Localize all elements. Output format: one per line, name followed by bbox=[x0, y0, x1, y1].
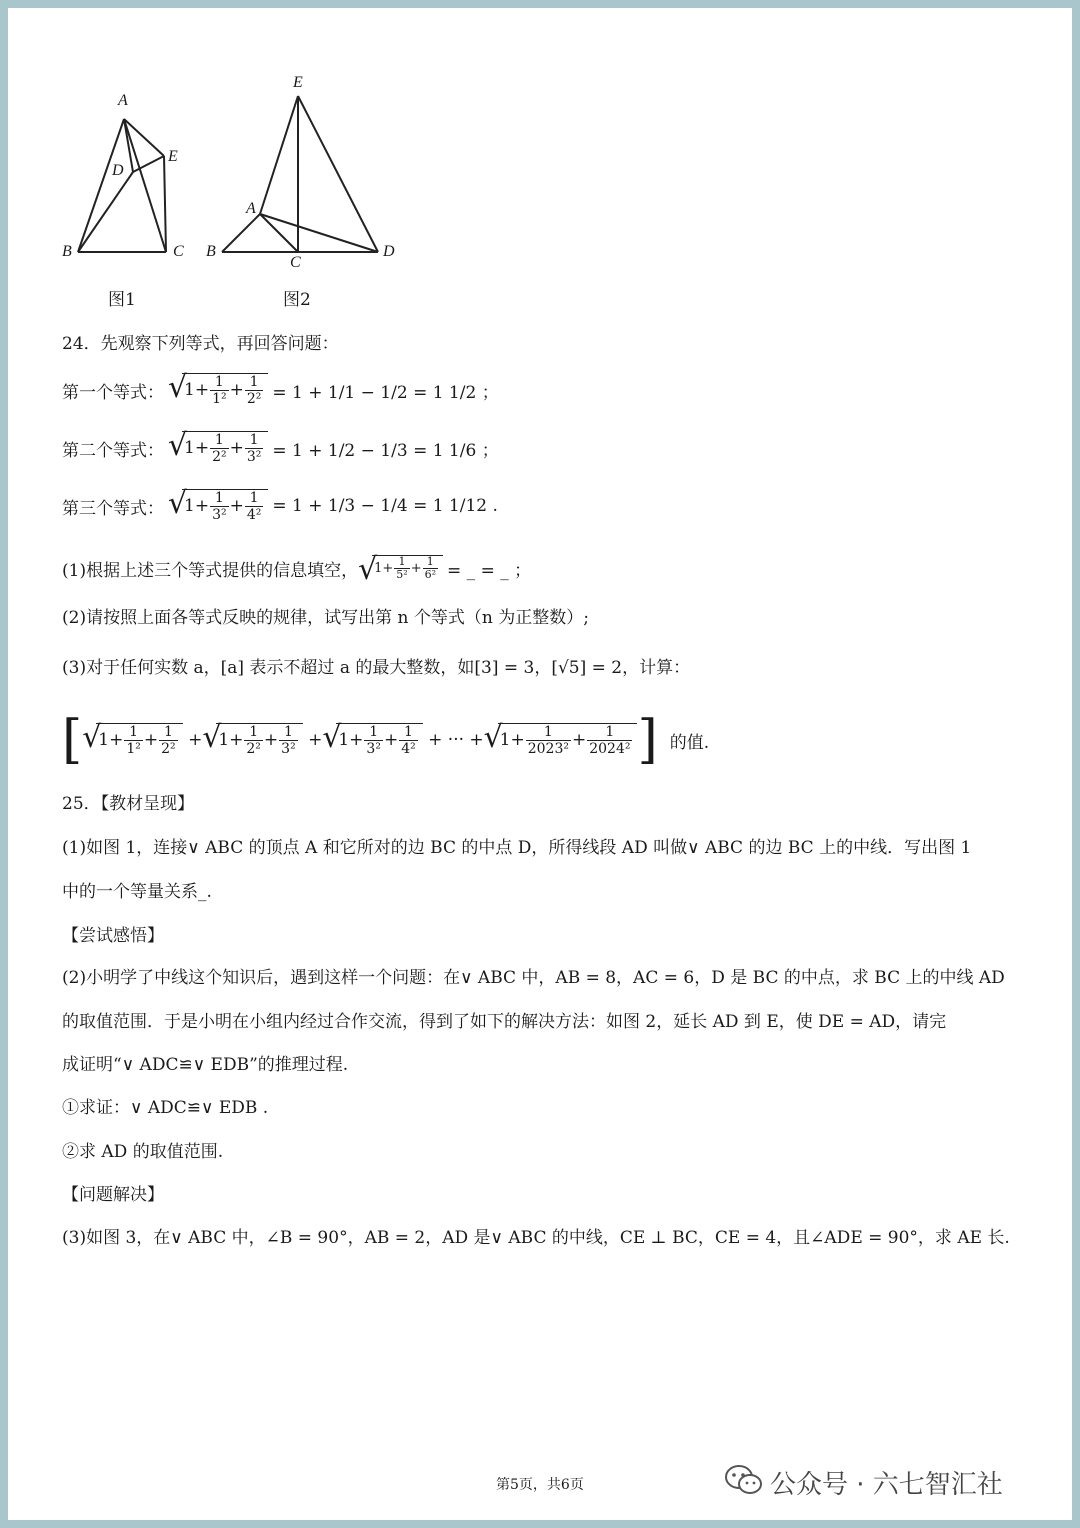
fig1-line-BD bbox=[78, 172, 133, 252]
q25-part1-line2: 中的一个等量关系_. bbox=[62, 882, 212, 902]
q25-part2-line3: 成证明“∨ ADC≌∨ EDB”的推理过程. bbox=[62, 1055, 349, 1075]
eq2-rhs: = 1 + 1/2 − 1/3 = 1 1/6 ； bbox=[272, 440, 499, 461]
fig2-label-E: E bbox=[293, 74, 303, 91]
fig1-label-C: C bbox=[173, 243, 184, 260]
q25-heading: 25．【教材呈现】 bbox=[62, 794, 195, 814]
eq2-radical: √ 1+ $\frac{1}{\text{2²}}$ + $\frac{1}{\text{3²}}$ bbox=[182, 431, 268, 465]
bracket-left: [ bbox=[62, 710, 83, 770]
fig1-label-E: E bbox=[168, 148, 178, 165]
fig2-line-EA bbox=[260, 96, 298, 214]
document-page bbox=[8, 8, 1072, 1520]
fig1-label-A: A bbox=[118, 92, 128, 109]
term2: √ 1+ $\frac{1}{\text{2²}}$ + $\frac{1}{\text{3²}}$ bbox=[216, 723, 302, 757]
page-number: 第5页，共6页 bbox=[496, 1477, 584, 1493]
q24-equation-1 bbox=[62, 368, 499, 412]
fig1-line-AB bbox=[78, 119, 124, 252]
eq2-label: 第二个等式： bbox=[62, 440, 164, 461]
q25-part2-line1: (2)小明学了中线这个知识后，遇到这样一个问题：在∨ ABC 中，AB = 8，AC = 6，D 是 BC 的中点，求 BC 上的中线 AD bbox=[62, 968, 1005, 988]
part3-tail: 的值. bbox=[669, 732, 710, 753]
eq3-label: 第三个等式： bbox=[62, 498, 164, 519]
q25-sub1: ①求证：∨ ADC≌∨ EDB . bbox=[62, 1098, 269, 1118]
watermark-text: 公众号 · 六七智汇社 bbox=[770, 1470, 1003, 1500]
q25-sub2: ②求 AD 的取值范围. bbox=[62, 1142, 224, 1162]
q24-equation-3 bbox=[62, 484, 498, 528]
eq1-label: 第一个等式： bbox=[62, 382, 164, 403]
fig1-label-B: B bbox=[62, 243, 72, 260]
fig2-caption: 图2 bbox=[283, 290, 311, 310]
fig2-label-A: A bbox=[246, 200, 256, 217]
part1-radical: √ 1+ $\frac{1}{\text{5²}}$ + $\frac{1}{\text{6²}}$ bbox=[372, 555, 443, 581]
q24-part2: (2)请按照上面各等式反映的规律，试写出第 n 个等式（n 为正整数）; bbox=[62, 608, 589, 628]
figure-2-diagram bbox=[208, 78, 398, 268]
q24-part1 bbox=[62, 548, 531, 588]
q24-part3-expression: [ √ 1+ $\frac{1}{\text{1²}}$ + $\frac{1}{\text{2²}}$ + √ 1+ $\frac{1}{\text{2²}}$ + $\frac{1}{\text{3²}}$ + √ 1+ $\frac{1}{\text{3²}}$ + $\frac{1}{\text{4²}}$ + ··· + √ 1+ $\frac{1}{\text{2023²}}$ + $\frac{1}{\text{2024²}}$ ] 的值. bbox=[62, 708, 709, 772]
part1-text: (1)根据上述三个等式提供的信息填空， bbox=[62, 560, 359, 581]
fig2-line-BA bbox=[222, 214, 260, 252]
fig2-label-D: D bbox=[383, 243, 395, 260]
q25-solve-heading: 【问题解决】 bbox=[62, 1185, 164, 1205]
fig1-caption: 图1 bbox=[108, 290, 136, 310]
q24-heading: 24．先观察下列等式，再回答问题： bbox=[62, 334, 339, 354]
figure-1-diagram bbox=[58, 88, 208, 278]
eq3-rhs: = 1 + 1/3 − 1/4 = 1 1/12 . bbox=[272, 496, 498, 516]
eq1-rhs: = 1 + 1/1 − 1/2 = 1 1/2 ； bbox=[272, 382, 499, 403]
term3: √ 1+ $\frac{1}{\text{3²}}$ + $\frac{1}{\text{4²}}$ bbox=[336, 723, 422, 757]
q25-part2-line2: 的取值范围．于是小明在小组内经过合作交流，得到了如下的解决方法：如图 2，延长 AD 到 E，使 DE = AD，请完 bbox=[62, 1012, 947, 1032]
part1-tail: = _ = _ ； bbox=[447, 560, 532, 581]
bracket-right: ] bbox=[637, 710, 658, 770]
fig2-line-ED bbox=[298, 96, 378, 252]
term-last: √ 1+ $\frac{1}{\text{2023²}}$ + $\frac{1}{\text{2024²}}$ bbox=[498, 723, 638, 757]
fig1-label-D: D bbox=[112, 162, 124, 179]
fig2-label-B: B bbox=[206, 243, 216, 260]
q25-try-heading: 【尝试感悟】 bbox=[62, 926, 164, 946]
q25-part3: (3)如图 3，在∨ ABC 中，∠B = 90°，AB = 2，AD 是∨ ABC 的中线，CE ⊥ BC，CE = 4，且∠ADE = 90°，求 AE 长. bbox=[62, 1228, 1010, 1248]
eq1-radical: √ 1+ $\frac{1}{\text{1²}}$ + $\frac{1}{\text{2²}}$ bbox=[182, 373, 268, 407]
q24-equation-2 bbox=[62, 426, 499, 470]
q25-part1-line1: (1)如图 1，连接∨ ABC 的顶点 A 和它所对的边 BC 的中点 D，所得线段 AD 叫做∨ ABC 的边 BC 上的中线．写出图 1 bbox=[62, 838, 972, 858]
q24-part3: (3)对于任何实数 a，[a] 表示不超过 a 的最大整数，如[3] = 3，[√5] = 2，计算： bbox=[62, 658, 691, 678]
fig2-label-C: C bbox=[290, 254, 301, 271]
term1: √ 1+ $\frac{1}{\text{1²}}$ + $\frac{1}{\text{2²}}$ bbox=[96, 723, 182, 757]
wechat-icon bbox=[724, 1463, 764, 1497]
fig1-line-EC bbox=[164, 156, 166, 252]
eq3-radical: √ 1+ $\frac{1}{\text{3²}}$ + $\frac{1}{\text{4²}}$ bbox=[182, 489, 268, 523]
